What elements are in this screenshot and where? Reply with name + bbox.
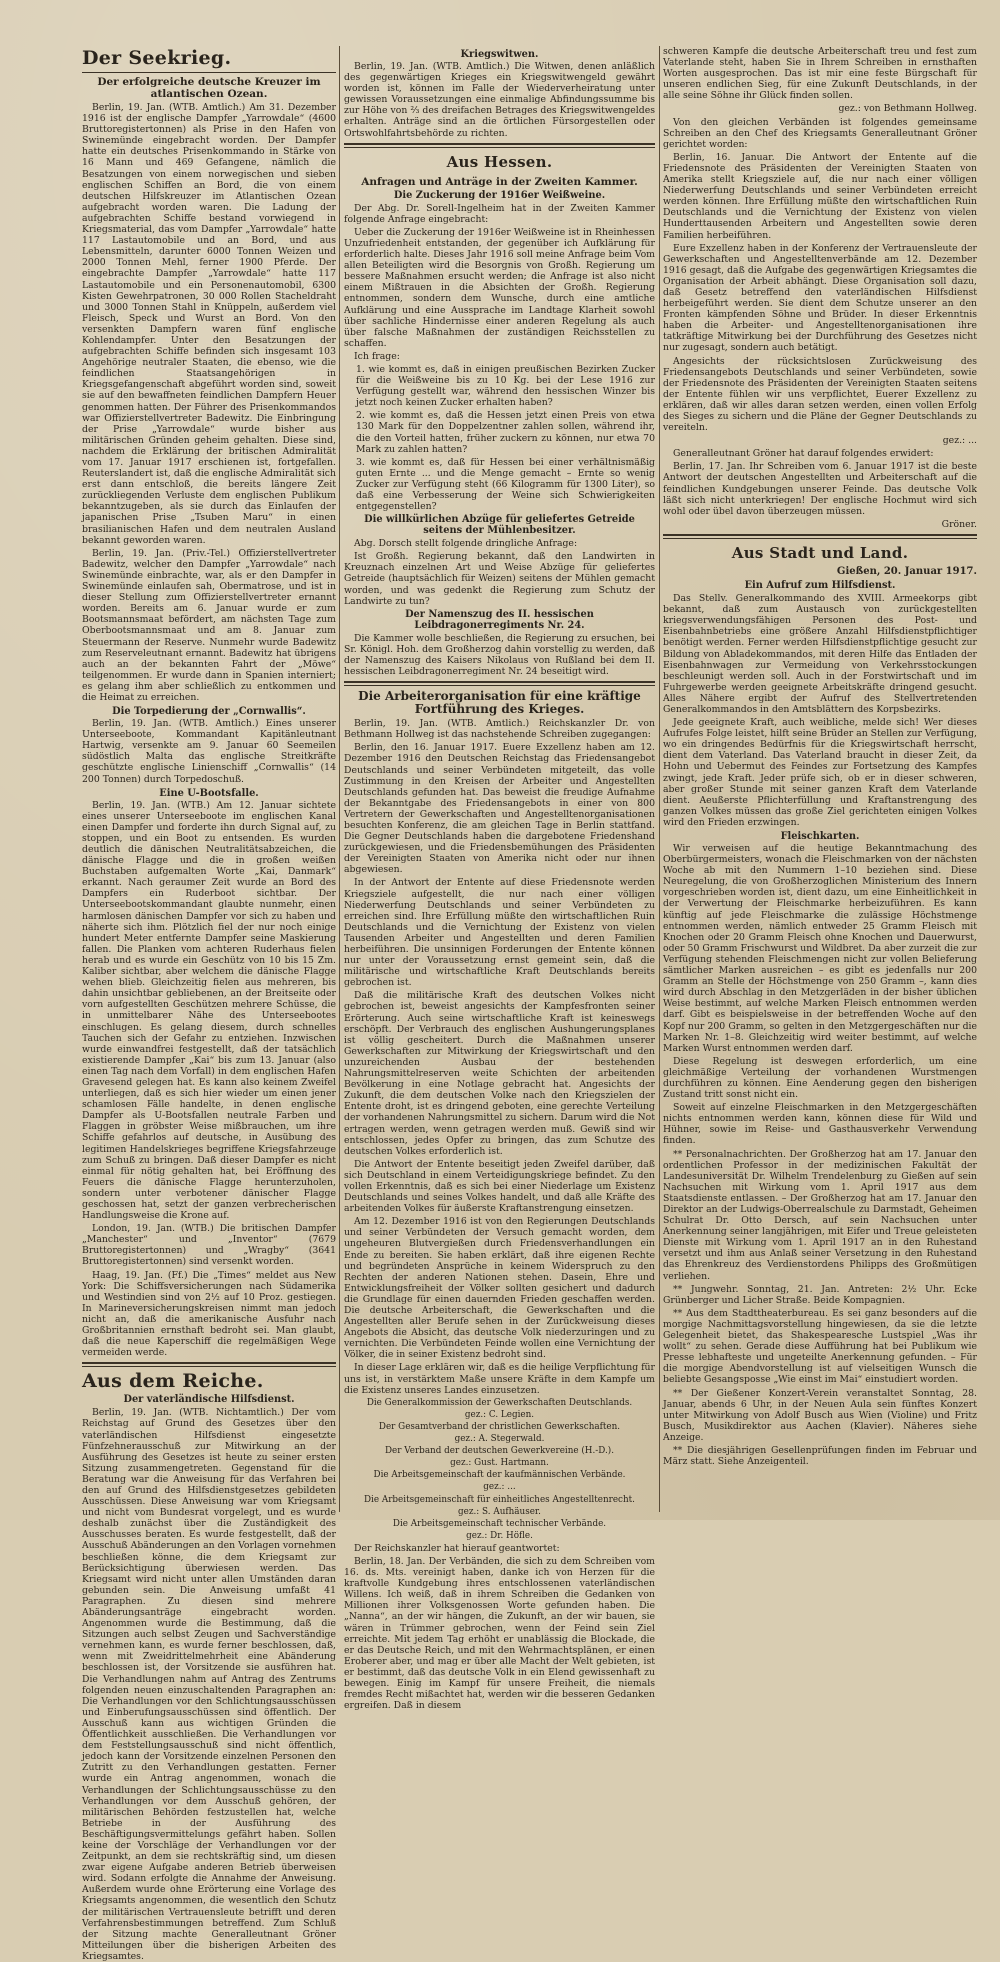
article-paragraph: Daß die militärische Kraft des deutschen Volkes nicht gebrochen ist, beweist angesichts der Kampfesfronten seiner Erörterung. Auch seine wirtschaftliche Kraft ist keineswegs erschöpft. Der Verbrauch des englischen Aushungerungsplanes ist völlig gescheitert. Durch die Maßnahmen unserer Gewerkschaften zur Mitwirkung der Kriegswirtschaft und den unzureichenden Ausbau der bestehenden Nahrungsmittelreserven weite Schichten der arbeitenden Bevölkerung in eine Notlage gebracht hat. Angesichts der Zukunft, die dem deutschen Volke nach den Kriegszielen der Entente droht, ist es dringend geboten, eine gerechte Verteilung der vorhandenen Nahrungsmittel zu sichern. Darum wird die Not ertragen werden, wenn getragen werden muß. Gewiß sind wir entschlossen, jedes Opfer zu bringen, das zum Schutze des deutschen Volkes erforderlich ist.	[344, 990, 655, 1157]
signature: gez.: von Bethmann Hollweg.	[838, 103, 977, 115]
article-paragraph: Jede geeignete Kraft, auch weibliche, melde sich! Wer dieses Aufrufes Folge leistet, hilft seine Brüder an Stellen zur Verfügung, wo ein dringendes Bedürfnis für die Kriegswirtschaft herrscht, dient dem Vaterland. Das Vaterland braucht in dieser Zeit, da Hohn und Uebermut des Feindes zur Fortsetzung des Kampfes zwingt, jede Kraft. Jeder prüfe sich, ob er in dieser schweren, aber großer Stunde mit seiner ganzen Kraft dem Vaterlande dient. Aeußerste Pflichterfüllung und Kraftanstrengung des ganzen Volkes müssen das große Ziel gerichteten einigen Volkes wird den Frieden erzwingen.	[663, 717, 977, 828]
section-title-reiche: Aus dem Reiche.	[82, 1370, 264, 1393]
article-paragraph: Berlin, 18. Jan. Der Verbänden, die sich zu dem Schreiben vom 16. ds. Mts. vereinigt haben, danke ich von Herzen für die kraftvolle Kundgebung ihres entschlossenen vaterländischen Willens. Ich weiß, daß in ihrem Schreiben die Gedanken von Millionen ihrer Volksgenossen Worte gefunden haben. Die „Nanna“, an der wir hängen, die Zukunft, an der wir bauen, sie wären in Trümmer gebrochen, wenn der Feind sein Ziel erreichte. Mit jedem Tag erhöht er unablässig die Blockade, die er das Deutsche Reich, und mit den Wehrmachtsplänen, er einen Eroberer aber, und mag er über alle Macht der Welt gebieten, ist er bestimmt, daß das deutsche Volk in ein Elend gewissenhaft zu bewegen. Einig im Kampf für unsere Freiheit, die niemals fremdes Recht mißachtet hat, werden wir die besseren Gedanken ergreifen. Daß in diesem	[344, 1555, 655, 1712]
section-title-seekrieg: Der Seekrieg.	[82, 47, 232, 69]
signatory-name: gez.: Dr. Höfle.	[466, 1530, 533, 1541]
article-paragraph: Ueber die Zuckerung der 1916er Weißweine ist in Rheinhessen Unzufriedenheit entstanden, der gegenüber ich Aufklärung für erforderlich halte. Dieses Jahr 1916 soll meine Anfrage beim Vom allen Beteiligten wird die Besorgnis von Großh. Regierung um bessere Maßnahmen ersucht werden; die Anfrage ist also nicht einem Mißtrauen in die Absichten der Großh. Regierung entnommen, sondern dem Wunsche, durch eine amtliche Aufklärung und eine Aussprache im Landtage Klarheit sowohl über sachliche Hindernisse einer anderen Regelung als auch über falsche Maßnahmen der zuständigen Reichsstellen zu schaffen.	[344, 226, 655, 349]
column-middle	[344, 46, 655, 1712]
list-item: 2. wie kommt es, daß die Hessen jetzt einen Preis von etwa 130 Mark für den Doppelzentner zahlen sollen, während ihr, die den Vorteil hatten, früher zuckern zu können, nur etwa 70 Mark zu zahlen hatten?	[356, 410, 655, 455]
signatory-name: gez.: C. Legien.	[464, 1409, 535, 1420]
article-paragraph: Haag, 19. Jan. (Ff.) Die „Times“ meldet aus New York: Die Schiffsversicherungen nach Südamerika und Westindien sind von 2½ auf 10 Proz. gestiegen. In Marineversicherungskreisen nimmt man jedoch nicht an, daß die amerikanische Ausfuhr nach Großbritannien ernsthaft bedroht sei. Man glaubt, daß die neue Kaperschiff die regelmäßigen Wege vermeiden werde.	[82, 1269, 336, 1359]
article-headline: Die Torpedierung der „Cornwallis“.	[112, 706, 306, 718]
article-headline: Ein Aufruf zum Hilfsdienst.	[744, 580, 896, 592]
article-paragraph: Berlin, 19. Jan. (WTB. Nichtamtlich.) Der vom Reichstag auf Grund des Gesetzes über den vaterländischen Hilfsdienst eingesetzte Fünfzehnerausschuß zur Mitwirkung an der Ausführung des Gesetzes ist heute zu seiner ersten Sitzung zusammengetreten. Gegenstand für die Beratung war die Anweisung für das Verfahren bei den auf Grund des Hilfsdienstgesetzes gebildeten Ausschüssen. Diese Anweisung war vom Kriegsamt und nicht vom Bundesrat vorgelegt, und es wurde deshalb zunächst über die Zuständigkeit des Ausschusses beraten. Es wurde festgestellt, daß der Ausschuß Abänderungen an den Vorlagen vornehmen beschließen könne, die dem Kriegsamt zur Berücksichtigung überwiesen werden. Das Kriegsamt wird nicht unter allen Umständen daran gebunden sein. Die Anweisung umfaßt 41 Paragraphen. Zu diesen sind mehrere Abänderungsanträge eingebracht worden. Angenommen wurde die Bestimmung, daß die Sitzungen auch selbst Zeugen und Sachverständige vernehmen kann, es wurde ferner beschlossen, daß, wenn mit Zweidrittelmehrheit eine Abänderung beschlossen ist, der Vorsitzende sie ausführen hat. Die Verhandlungen nahm auf Antrag des Zentrums folgenden neuen einzuschaltenden Paragraphen an: Die Verhandlungen vor den Schlichtungsausschüssen und Einberufungsausschüssen sind öffentlich. Der Ausschuß kann aus wichtigen Gründen die Öffentlichkeit ausschließen. Die Verhandlungen vor dem Feststellungsausschuß sind nicht öffentlich, jedoch kann der Vorsitzende einzelnen Personen den Zutritt zu den Verhandlungen gestatten. Ferner wurde ein Antrag angenommen, wonach die Verhandlungen der Schlichtungsausschüsse zu den Verhandlungen vor dem Ausschuß gehören, der militärischen Behörden festzustellen hat, welche Betriebe in der Ausführung des Beschäftigungsvermittelungs gefährt haben. Sollen keine der Vorschläge der Verhandlungen vor der Zeitpunkt, an dem sie rechtskräftig sind, um diesen zwar eigene Aufgabe anderen Betrieb überweisen wird. Sodann erfolgte die Annahme der Anweisung. Außerdem wurde ohne Erörterung eine Vorlage des Kriegsamts angenommen, die wesentlich den Schutz der militärischen Vertrauensleute betrifft und deren Verfahrensbestimmungen betreffend. Zum Schluß der Sitzung machte Generalleutnant Gröner Mitteilungen über die bisherigen Arbeiten des Kriegsamtes.	[82, 1407, 336, 1962]
article-paragraph: Der Abg. Dr. Sorell-Ingelheim hat in der Zweiten Kammer folgende Anfrage eingebracht:	[344, 202, 655, 225]
article-paragraph: London, 19. Jan. (WTB.) Die britischen Dampfer „Manchester“ und „Inventor“ (7679 Bruttoregistertonnen) und „Wragby“ (3641 Bruttoregistertonnen) sind versenkt worden.	[82, 1223, 336, 1268]
article-headline: Die Arbeiterorganisation für eine kräftige Fortführung des Krieges.	[358, 689, 641, 717]
article-paragraph: Berlin, 19. Jan. (Priv.-Tel.) Offizierstellvertreter Badewitz, welcher den Dampfer „Yarrowdale“ nach Swinemünde einbrachte, war, als er den Dampfer in Swinemünde einlaufen sah, Obermatrose, und ist in dieser Stellung zum Offizierstellvertreter ernannt worden. Bereits am 6. Januar wurde er zum Bootsmannsmaat befördert, am nächsten Tage zum Oberbootsmannsmaat und am 8. Januar zum Steuermann der Reserve. Nunmehr wurde Badewitz zum Reserveleutnant ernannt. Badewitz hat übrigens auch an der bekannten Fahrt der „Möwe“ teilgenommen. Er wurde dann in Spanien interniert; es gelang ihm aber schließlich zu entkommen und die Heimat zu erreichen.	[82, 547, 336, 703]
article-paragraph: Die Antwort der Entente beseitigt jeden Zweifel darüber, daß sich Deutschland in einem Verteidigungskriege befindet. Zu den vollen Erkenntnis, daß es sich bei einer Niederlage um Existenz Deutschlands und seines Volkes handelt, und daß alle Kräfte des arbeitenden Volkes für äußerste Kraftanstrengung einsetzen.	[344, 1158, 655, 1215]
article-paragraph: Am 12. Dezember 1916 ist von den Regierungen Deutschlands und seiner Verbündeten der Versuch gemacht worden, dem ungeheuren Blutvergießen durch Friedensverhandlungen ein Ende zu bereiten. Sie haben erklärt, daß ihre eigenen Rechte und begründeten Ansprüche in keinem Widerspruch zu den Rechten der anderen Nationen stehen. Dasein, Ehre und Entwicklungsfreiheit der Völker sollten gesichert und dadurch die Grundlage für einen dauernden Frieden geschaffen werden. Die deutsche Arbeiterschaft, die Gewerkschaften und die Angestellten aller Berufe sehen in der Zurückweisung dieses Angebots die Absicht, das deutsche Volk niederzuringen und zu vernichten. Die Verbündeten Feinde wollen eine Vernichtung der Völker, die in seiner Existenz bedroht sind.	[344, 1216, 655, 1361]
column-right	[663, 46, 977, 1512]
signatory: Die Arbeitsgemeinschaft der kaufmännischen Verbände.	[373, 1470, 626, 1481]
divider	[663, 534, 977, 539]
signatory-name: gez.: A. Stegerwald.	[454, 1434, 545, 1445]
article-paragraph: Berlin, 19. Jan. (WTB. Amtlich.) Reichskanzler Dr. von Bethmann Hollweg ist das nachstehende Schreiben zugegangen:	[344, 718, 655, 741]
article-paragraph: ** Personalnachrichten. Der Großherzog hat am 17. Januar den ordentlichen Professor in der medizinischen Fakultät der Landesuniversität Dr. Wilhelm Trendelenburg zu Gießen auf sein Nachsuchen mit Wirkung vom 1. April 1917 aus dem Staatsdienste entlassen. – Der Großherzog hat am 17. Januar den Direktor an der Ludwigs-Oberrealschule zu Darmstadt, Geheimen Schulrat Dr. Otto Dersch, auf sein Nachsuchen unter Anerkennung seiner langjährigen, mit Eifer und Treue geleisteten Dienste mit Wirkung vom 1. April 1917 an in den Ruhestand versetzt und ihm aus Anlaß seiner Versetzung in den Ruhestand das Ehrenkreuz des Verdienstordens Philipps des Großmütigen verliehen.	[663, 1148, 977, 1282]
article-headline: Kriegswitwen.	[460, 49, 539, 60]
divider	[344, 143, 655, 148]
column-rule	[659, 46, 660, 1512]
article-paragraph: Abg. Dorsch stellt folgende dringliche Anfrage:	[354, 538, 578, 550]
signatory: Die Arbeitsgemeinschaft technischer Verbände.	[392, 1518, 607, 1529]
article-paragraph: Wir verweisen auf die heutige Bekanntmachung des Oberbürgermeisters, wonach die Fleischmarken von der nächsten Woche ab mit den Nummern 1–10 beziehen sind. Diese Neuregelung, die von Großherzoglichen Ministerium des Innern vorgeschrieben worden ist, dient dazu, um eine Einheitlichkeit in der Verwertung der Fleischmarke herbeizuführen. Es kann künftig auf jede Fleischmarke die zulässige Höchstmenge entnommen werden, nämlich entweder 25 Gramm Fleisch mit Knochen oder 20 Gramm Fleisch ohne Knochen und Dauerwurst, oder 50 Gramm Frischwurst und Wildbret. Da aber zurzeit die zur Verfügung stehenden Fleischmengen nicht zur vollen Belieferung sämtlicher Marken ausreichen – es gibt es jedenfalls nur 200 Gramm an Stelle der Höchstmenge von 250 Gramm –, kann dies wird durch Abschlag in den Metzgerläden in der bisher üblichen Weise bestimmt, auf welche Marken Fleisch entnommen werden darf. Gibt es beispielsweise in der betreffenden Woche auf den Kopf nur 200 Gramm, so gelten in den Metzgergeschäften nur die Marken Nr. 1–8. Gleichzeitig wird weiter bestimmt, auf welche Marken Wurst entnommen werden darf.	[663, 843, 977, 1054]
article-subheadline: Die willkürlichen Abzüge für geliefertes Getreide seitens der Mühlenbesitzer.	[364, 514, 635, 537]
article-headline: Der erfolgreiche deutsche Kreuzer im atlantischen Ozean.	[97, 76, 321, 100]
article-paragraph: In dieser Lage erklären wir, daß es die heilige Verpflichtung für uns ist, in verstärktem Maße unsere Kräfte in dem Kampfe um die Existenz unseres Landes einzusetzen.	[344, 1362, 655, 1396]
column-left	[82, 46, 336, 1962]
article-paragraph: Angesichts der rücksichtslosen Zurückweisung des Friedensangebots Deutschlands und seiner Verbündeten, sowie der Friedensnote des Präsidenten der Vereinigten Staaten seitens der Entente fühlen wir uns verpflichtet, Euerer Exzellenz zu erklären, daß wir alles daran setzen werden, einen vollen Erfolg des Sieges zu sichern und die Pläne der Gegner Deutschlands zu vereiteln.	[663, 355, 977, 434]
article-paragraph: Die Kammer wolle beschließen, die Regierung zu ersuchen, bei Sr. Königl. Hoh. dem Großherzog dahin vorstellig zu werden, daß der Namenszug des Kaisers Nikolaus von Rußland bei dem II. hessischen Leibdragonerregiment Nr. 24 beseitigt wird.	[344, 632, 655, 678]
list-item: 3. wie kommt es, daß für Hessen bei einer verhältnismäßig guten Ernte ... und die Menge gemacht – Ernte so wenig Zucker zur Verfügung steht (66 Kilogramm für 1300 Liter), so daß eine Verbesserung der Weine sich Schwierigkeiten entgegenstellen?	[356, 456, 655, 513]
signature: gez.: ...	[942, 435, 977, 447]
article-subheadline: Die Zuckerung der 1916er Weißweine.	[393, 189, 606, 201]
article-paragraph: Berlin, 19. Jan. (WTB.) Am 12. Januar sichtete eines unserer Unterseeboote im englischen Kanal einen Dampfer und forderte ihn durch Signal auf, zu stoppen, und ein Boot zu entsenden. Es wurden deutlich die dänischen Neutralitätsabzeichen, die dänische Flagge und die in großen weißen Buchstaben aufgemalten Worte „Kai, Danmark“ erkannt. Nach geraumer Zeit wurde an Bord des Dampfers ein Ruderboot sichtbar. Der Unterseebootskommandant glaubte nunmehr, einen harmlosen dänischen Dampfer vor sich zu haben und näherte sich ihm. Plötzlich fiel der nur noch einige hundert Meter entfernte Dampfer seine Maskierung fallen. Die Planken vom achteren Ruderhaus fielen herab und es wurde ein Geschütz von 10 bis 15 Zm. Kaliber sichtbar, aber welchem die dänische Flagge wehen blieb. Gleichzeitig fielen aus mehreren, bis dahin unsichtbar gebliebenen, an der Breitseite oder vorn aufgestellten Geschützen mehrere Schüsse, die in unmittelbarer Nähe des Unterseebootes einschlugen. Es gelang diesem, durch schnelles Tauchen sich der Gefahr zu entziehen. Inzwischen wurde einwandfrei festgestellt, daß der tatsächlich existierende Dampfer „Kai“ bis zum 13. Januar (also einen Tag nach dem Vorfall) in dem englischen Hafen Gravesend gelegen hat. Es kann also keinem Zweifel unterliegen, daß es sich hier wieder um einen jener schamlosen Fälle handelte, in denen englische Dampfer als U-Bootsfallen neutrale Farben und Flaggen in gröbster Weise mißbrauchen, um ihre Schiffe gefahrlos auf deutsche, in Ausübung des legitimen Handelskrieges begriffene Kriegsfahrzeuge zum Schuß zu bringen. Daß dieser Dampfer es nicht einmal für nötig gehalten hat, bei Eröffnung des Feuers die dänische Flagge herunterzuholen, sondern unter verbotener dänischer Flagge geschossen hat, setzt der ganzen verbrecherischen Handlungsweise die Krone auf.	[82, 799, 336, 1222]
signatory: Der Gesamtverband der christlichen Gewerkschaften.	[378, 1421, 621, 1432]
article-paragraph: Ich frage:	[354, 350, 400, 362]
article-paragraph: Berlin, den 16. Januar 1917. Euere Exzellenz haben am 12. Dezember 1916 den Deutschen Reichstag das Friedensangebot Deutschlands und seiner Verbündeten mitgeteilt, das volle Zustimmung in den Kreisen der Arbeiter und Angestellten Deutschlands gefunden hat. Das beweist die freudige Aufnahme der Bekanntgabe des Friedensangebots in einer von 800 Vertretern der Gewerkschaften und Angestelltenorganisationen besuchten Konferenz, die am gleichen Tage in Berlin stattfand. Die Gegner Deutschlands haben die dargebotene Friedenshand zurückgewiesen, und die Friedensbemühungen des Präsidenten der Vereinigten Staaten von Amerika nicht oder nur ihnen abgewiesen.	[344, 742, 655, 876]
article-paragraph: Soweit auf einzelne Fleischmarken in den Metzgergeschäften nichts entnommen werden kann, können diese für Wild und Hühner, sowie im Reise- und Gasthausverkehr Verwendung finden.	[663, 1102, 977, 1147]
signatory-name: gez.: S. Aufhäuser.	[458, 1506, 541, 1517]
article-paragraph: Von den gleichen Verbänden ist folgendes gemeinsame Schreiben an den Chef des Kriegsamts Generalleutnant Gröner gerichtet worden:	[663, 116, 977, 150]
article-paragraph: Generalleutnant Gröner hat darauf folgendes erwidert:	[673, 448, 934, 460]
article-paragraph: ** Der Gießener Konzert-Verein veranstaltet Sonntag, 28. Januar, abends 6 Uhr, in der Neuen Aula sein fünftes Konzert unter Mitwirkung von Adolf Busch aus Wien (Violine) und Fritz Busch, Musikdirektor aus Aachen (Klavier). Näheres siehe Anzeige.	[663, 1387, 977, 1443]
article-paragraph: Berlin, 19. Jan. (WTB. Amtlich.) Am 31. Dezember 1916 ist der englische Dampfer „Yarrowdale“ (4600 Bruttoregistertonnen) als Prise in den Hafen von Swinemünde eingebracht worden. Der Dampfer hatte ein deutsches Prisenkommando in Stärke von 16 Mann und 469 Gefangene, nämlich die Besatzungen von einem norwegischen und sieben englischen Schiffen an Bord, die von einem deutschen Hilfskreuzer im Atlantischen Ozean aufgebracht worden waren. Die Ladung der aufgebrachten Schiffe bestand vorwiegend in Kriegsmaterial, das vom Dampfer „Yarrowdale“ hatte 117 Lastautomobile und an Bord, und aus Lebensmitteln, darunter 6000 Tonnen Weizen und 2000 Tonnen Mehl, ferner 1900 Pferde. Der eingebrachte Dampfer „Yarrowdale“ hatte 117 Lastautomobile und ein Personenautomobil, 6300 Kisten Gewehrpatronen, 30 000 Rollen Stacheldraht und 3000 Tonnen Stahl in Knüppeln, außerdem viel Fleisch, Speck und Wurst an Bord. Von den versenkten Dampfern waren fünf englische Kohlendampfer. Unter den Besatzungen der aufgebrachten Schiffe befinden sich insgesamt 103 Angehörige neutraler Staaten, die ebenso, wie die feindlichen Staatsangehörigen in Kriegsgefangenschaft abgeführt worden sind, soweit sie auf den bewaffneten feindlichen Dampfern Heuer genommen hatten. Der Führer des Prisenkommandos war Offizierstellvertreter Badewitz. Die Einbringung der Prise „Yarrowdale“ wurde bisher aus militärischen Gründen geheim gehalten. Diese sind, nachdem die Erklärung der britischen Admiralität vom 17. Januar 1917 erschienen ist, fortgefallen. Reuterslandert ist, daß die englische Admiralität sich erst dann entschloß, die bereits längere Zeit zurückliegenden Verluste dem englischen Publikum bekanntzugeben, als sie durch das Einlaufen der japanischen Prise „Tsuben Maru“ in einen brasilianischen Hafen und dem neutralen Ausland bekannt geworden waren.	[82, 102, 336, 546]
article-headline: Der vaterländische Hilfsdienst.	[123, 1394, 295, 1406]
column-rule	[339, 46, 340, 1512]
article-headline: Anfragen und Anträge in der Zweiten Kammer.	[361, 175, 638, 188]
article-paragraph: Berlin, 16. Januar. Die Antwort der Entente auf die Friedensnote des Präsidenten der Vereinigten Staaten von Amerika stellt Kriegsziele auf, die nur nach einer völligen Niederwerfung Deutschlands und seiner Verbündeten erreicht werden können. Ihre Erfüllung müßte den wirtschaftlichen Ruin Deutschlands und die Vernichtung der Existenz von vielen Hunderttausenden Arbeitern und Angestellten sowie deren Familien herbeiführen.	[663, 151, 977, 241]
divider	[82, 72, 336, 73]
signatory-name: gez.: Gust. Hartmann.	[450, 1458, 549, 1469]
article-paragraph: schweren Kampfe die deutsche Arbeiterschaft treu und fest zum Vaterlande steht, haben Sie in Ihrem Schreiben in ernsthaften Worten ausgesprochen. Das ist mir eine feste Bürgschaft für unseren endlichen Sieg, für eine Zukunft Deutschlands, in der alle seine Söhne ihr Glück finden sollen.	[663, 46, 977, 102]
article-paragraph: ** Jungwehr. Sonntag, 21. Jan. Antreten: 2½ Uhr. Ecke Grünberger und Licher Straße. Beide Kompagnien.	[663, 1283, 977, 1306]
article-paragraph: Berlin, 19. Jan. (WTB. Amtlich.) Eines unserer Unterseeboote, Kommandant Kapitänleutnant Hartwig, versenkte am 9. Januar 60 Seemeilen südöstlich Malta das englische Streitkräfte geschützte englische Linienschiff „Cornwallis“ (14 200 Tonnen) durch Torpedoschuß.	[82, 718, 336, 785]
article-headline: Eine U-Bootsfalle.	[159, 787, 259, 799]
article-paragraph: Berlin, 17. Jan. Ihr Schreiben vom 6. Januar 1917 ist die beste Antwort der deutschen Angestellten und Arbeiterschaft auf die feindlichen Kundgebungen unserer Feinde. Das deutsche Volk läßt sich nicht unterkriegen! Der englische Hochmut wird sich wohl oder übel davon überzeugen müssen.	[663, 461, 977, 517]
article-paragraph: Eure Exzellenz haben in der Konferenz der Vertrauensleute der Gewerkschaften und Angestelltenverbände am 12. Dezember 1916 gesagt, daß die Aufgabe des gegenwärtigen Kriegsamtes die Organisation der Arbeit abhängt. Diese Organisation soll dazu, daß Gesetz betreffend den vaterländischen Hilfsdienst herbeigeführt werden. Sie dient dem Schutze unserer an den Fronten kämpfenden Söhne und Brüder. In dieser Erkenntnis haben die Arbeiter- und Angestelltenorganisationen ihre tatkräftige Mitwirkung bei der Durchführung des Gesetzes nicht nur zugesagt, sondern auch betätigt.	[663, 242, 977, 354]
article-paragraph: Berlin, 19. Jan. (WTB. Amtlich.) Die Witwen, denen anläßlich des gegenwärtigen Krieges ein Kriegswitwengeld gewährt worden ist, können im Falle der Wiederverheiratung unter gewissen Voraussetzungen eine einmalige Abfindungssumme bis zur Höhe von ⅔ des dreifachen Betrages des Kriegswitwengeldes erhalten. Anträge sind an die örtlichen Fürsorgestellen oder Ortswohlfahrtsbehörde zu richten.	[344, 61, 655, 139]
article-paragraph: In der Antwort der Entente auf diese Friedensnote werden Kriegsziele aufgestellt, die nur nach einer völligen Niederwerfung Deutschlands und seiner Verbündeten zu erreichen sind. Ihre Erfüllung müßte den wirtschaftlichen Ruin Deutschlands und die Vernichtung der Existenz von vielen Tausenden Arbeiter und Angestellten und deren Familien herbeiführen. Die unsinnigen Forderungen der Entente können nur unter der Voraussetzung ernst gemeint sein, daß die militärische und wirtschaftliche Kraft Deutschlands bereits gebrochen ist.	[344, 877, 655, 989]
signature: Gröner.	[941, 518, 977, 530]
list-item: 1. wie kommt es, daß in einigen preußischen Bezirken Zucker für die Weißweine bis zu 10 Kg. bei der Lese 1916 zur Verfügung gestellt war, während den hessischen Winzer bis jetzt noch keinen Zucker erhalten haben?	[356, 363, 655, 409]
section-title-stadt-land: Aus Stadt und Land.	[731, 543, 909, 562]
article-paragraph: Das Stellv. Generalkommando des XVIII. Armeekorps gibt bekannt, daß zum Austausch von zurückgestellten kriegsverwendungsfähigen Personen des Post- und Eisenbahnbetriebs eine größere Anzahl Hilfsdienstpflichtiger benötigt werden. Ferner werden Hilfsdienstpflichtige gesucht zur Bildung von Abladekommandos, mit deren Hilfe das Entladen der Eisenbahnwagen zur Vermeidung von Verkehrsstockungen beschleunigt werden soll. Auch in der Forstwirtschaft und im Fuhrgewerbe werden geeignete Arbeitskräfte dringend gesucht. Alles Nähere ergibt der Aufruf des Stellvertretenden Generalkommandos in den Amtsblättern des Korpsbezirks.	[663, 593, 977, 715]
article-headline: Fleischkarten.	[780, 831, 860, 842]
article-paragraph: Der Reichskanzler hat hierauf geantwortet:	[354, 1542, 560, 1554]
signatory-name: gez.: ...	[483, 1482, 516, 1493]
article-paragraph: Diese Regelung ist deswegen erforderlich, um eine gleichmäßige Verteilung der vorhandenen Wurstmengen durchführen zu können. Eine Aenderung gegen den bisherigen Zustand tritt sonst nicht ein.	[663, 1055, 977, 1101]
signatory: Der Verband der deutschen Gewerkvereine (H.-D.).	[384, 1446, 615, 1457]
signatory: Die Generalkommission der Gewerkschaften Deutschlands.	[366, 1397, 633, 1408]
article-paragraph: ** Die diesjährigen Gesellenprüfungen finden im Februar und März statt. Siehe Anzeigenteil.	[663, 1444, 977, 1468]
divider	[82, 1362, 336, 1367]
article-paragraph: ** Aus dem Stadttheaterbureau. Es sei ganz besonders auf die morgige Nachmittagsvorstellung hingewiesen, da sie die letzte Gelegenheit bietet, das Shakespearesche Lustspiel „Was ihr wollt“ zu sehen. Gerade diese Aufführung hat bei Publikum wie Presse lebhafteste und ungeteilte Anerkennung gefunden. – Für die morgige Abendvorstellung ist auf vielseitigen Wunsch die beliebte Gesangsposse „Wie einst im Mai“ einstudiert worden.	[663, 1307, 977, 1386]
divider	[344, 681, 655, 686]
article-subheadline: Der Namenszug des II. hessischen Leibdragonerregiments Nr. 24.	[405, 608, 594, 631]
article-paragraph: Ist Großh. Regierung bekannt, daß den Landwirten in Kreuznach einzelnen Art und Weise Abzüge für geliefertes Getreide (hauptsächlich für Weizen) seitens der Mühlen gemacht worden, und was gedenkt die Regierung zum Schutz der Landwirte zu tun?	[344, 551, 655, 607]
question-list	[344, 364, 655, 512]
signatory: Die Arbeitsgemeinschaft für einheitliches Angestelltenrecht.	[364, 1494, 635, 1505]
section-title-hessen: Aus Hessen.	[446, 152, 553, 171]
dateline: Gießen, 20. Januar 1917.	[836, 565, 977, 577]
